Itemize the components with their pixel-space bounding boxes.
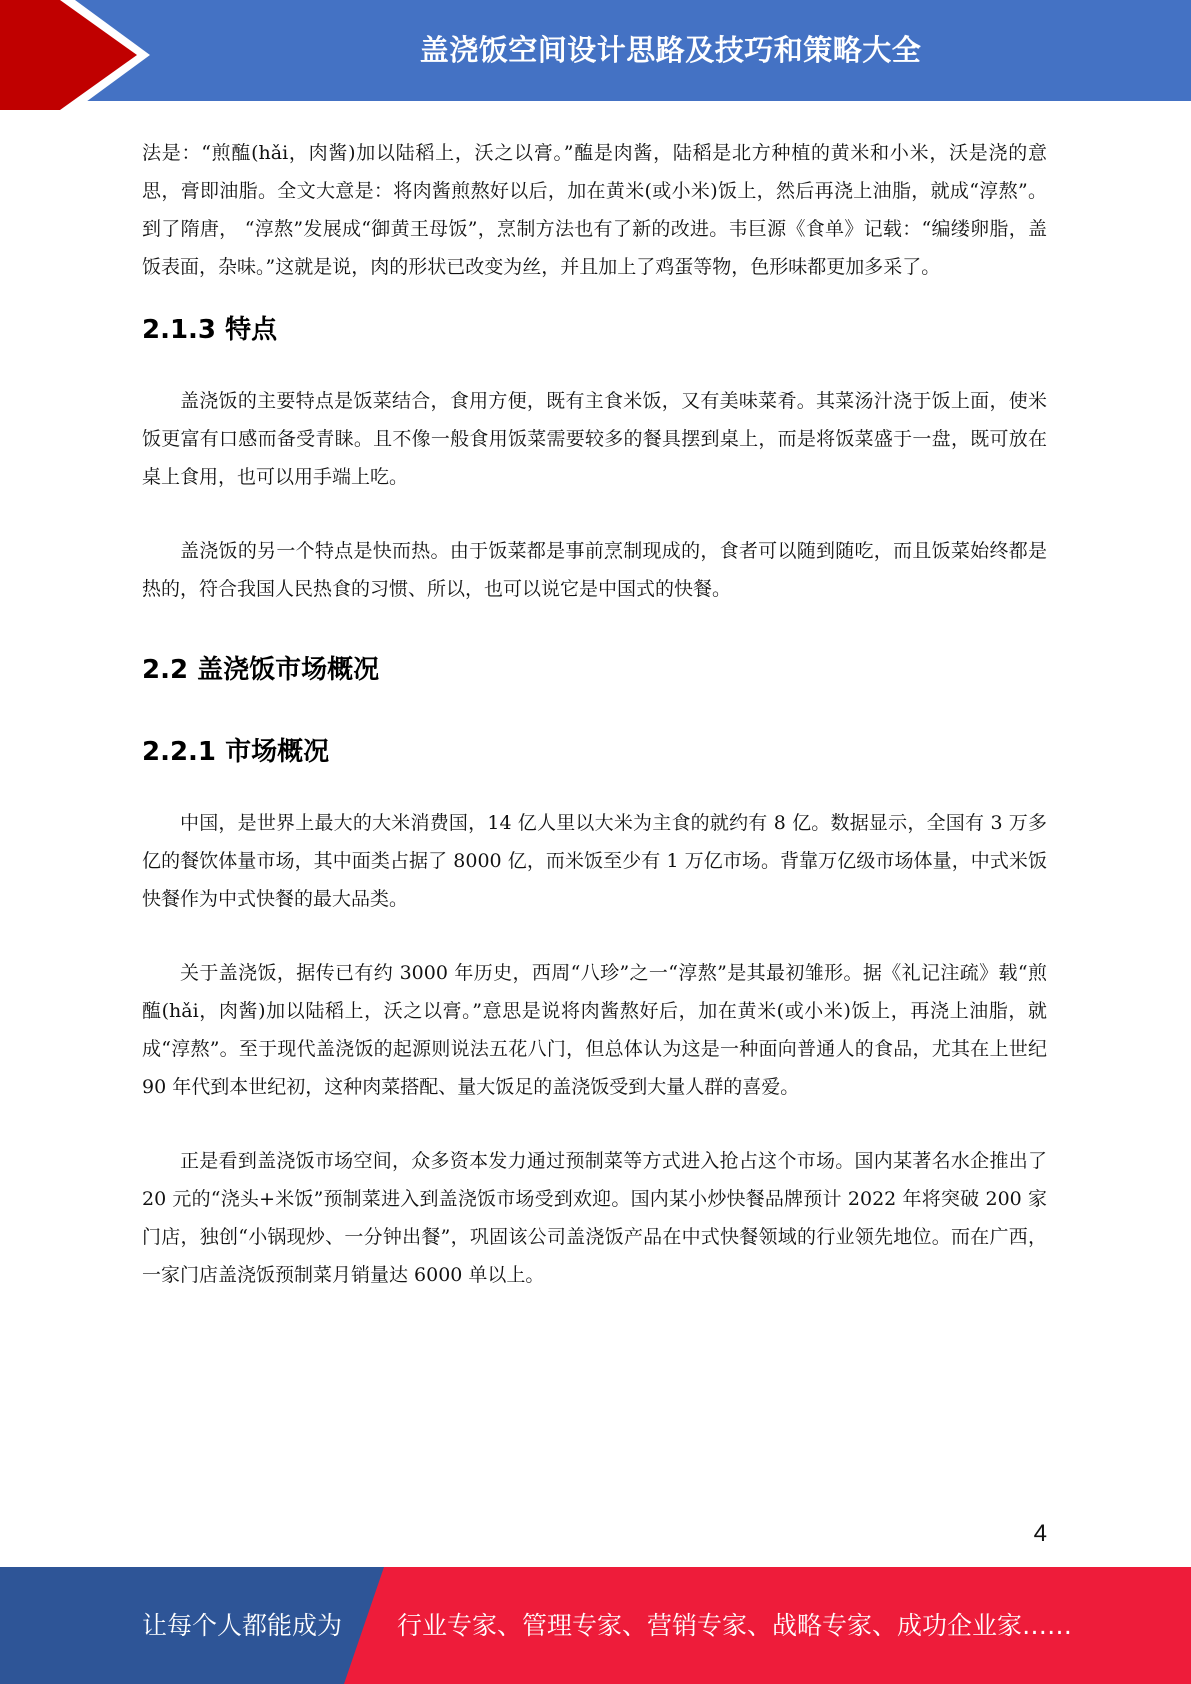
header-banner	[0, 0, 1191, 111]
main-content	[142, 134, 1047, 1294]
market-paragraph-3: 正是看到盖浇饭市场空间，众多资本发力通过预制菜等方式进入抢占这个市场。国内某著名水企推出了 20 元的“浇头+米饭”预制菜进入到盖浇饭市场受到欢迎。国内某小炒快餐品牌预计 2022 年将突破 200 家门店，独创“小锅现炒、一分钟出餐”，巩固该公司盖浇饭产品在中式快餐领域的行业领先地位。而在广西，一家门店盖浇饭预制菜月销量达 6000 单以上。	[142, 1150, 1047, 1286]
section-heading-2-2: 2.2 盖浇饭市场概况	[142, 655, 380, 685]
features-paragraph-2: 盖浇饭的另一个特点是快而热。由于饭菜都是事前烹制现成的，食者可以随到随吃，而且饭菜始终都是热的，符合我国人民热食的习惯、所以，也可以说它是中国式的快餐。	[142, 540, 1047, 600]
document-title: 盖浇饭空间设计思路及技巧和策略大全	[419, 33, 922, 67]
intro-paragraph: 法是：“煎醢(hǎi，肉酱)加以陆稻上，沃之以膏。”醢是肉酱，陆稻是北方种植的黄米和小米，沃是浇的意思，膏即油脂。全文大意是：将肉酱煎熬好以后，加在黄米(或小米)饭上，然后再浇上油脂，就成“淳熬”。到了隋唐， “淳熬”发展成“御黄王母饭”，烹制方法也有了新的改进。韦巨源《食单》记载：“编缕卵脂，盖饭表面，杂味。”这就是说，肉的形状已改变为丝，并且加上了鸡蛋等物，色形味都更加多采了。	[142, 142, 1047, 278]
section-heading-2-1-3: 2.1.3 特点	[142, 315, 278, 345]
features-paragraph-1: 盖浇饭的主要特点是饭菜结合，食用方便，既有主食米饭，又有美味菜肴。其菜汤汁浇于饭上面，使米饭更富有口感而备受青睐。且不像一般食用饭菜需要较多的餐具摆到桌上，而是将饭菜盛于一盘，既可放在桌上食用，也可以用手端上吃。	[142, 390, 1047, 488]
market-paragraph-2: 关于盖浇饭，据传已有约 3000 年历史，西周“八珍”之一“淳熬”是其最初雏形。据《礼记注疏》载“煎醢(hǎi，肉酱)加以陆稻上，沃之以膏。”意思是说将肉酱熬好后，加在黄米(或小米)饭上，再浇上油脂，就成“淳熬”。至于现代盖浇饭的起源则说法五花八门，但总体认为这是一种面向普通人的食品，尤其在上世纪 90 年代到本世纪初，这种肉菜搭配、量大饭足的盖浇饭受到大量人群的喜爱。	[142, 962, 1047, 1098]
footer-slogan-left: 让每个人都能成为	[142, 1611, 343, 1640]
market-paragraph-1: 中国，是世界上最大的大米消费国，14 亿人里以大米为主食的就约有 8 亿。数据显示，全国有 3 万多亿的餐饮体量市场，其中面类占据了 8000 亿，而米饭至少有 1 万亿市场。背靠万亿级市场体量，中式米饭快餐作为中式快餐的最大品类。	[142, 812, 1047, 910]
footer-banner	[0, 1567, 1191, 1684]
footer-slogan-right: 行业专家、管理专家、营销专家、战略专家、成功企业家……	[397, 1611, 1073, 1640]
page-number: 4	[1033, 1520, 1047, 1547]
section-heading-2-2-1: 2.2.1 市场概况	[142, 737, 330, 767]
